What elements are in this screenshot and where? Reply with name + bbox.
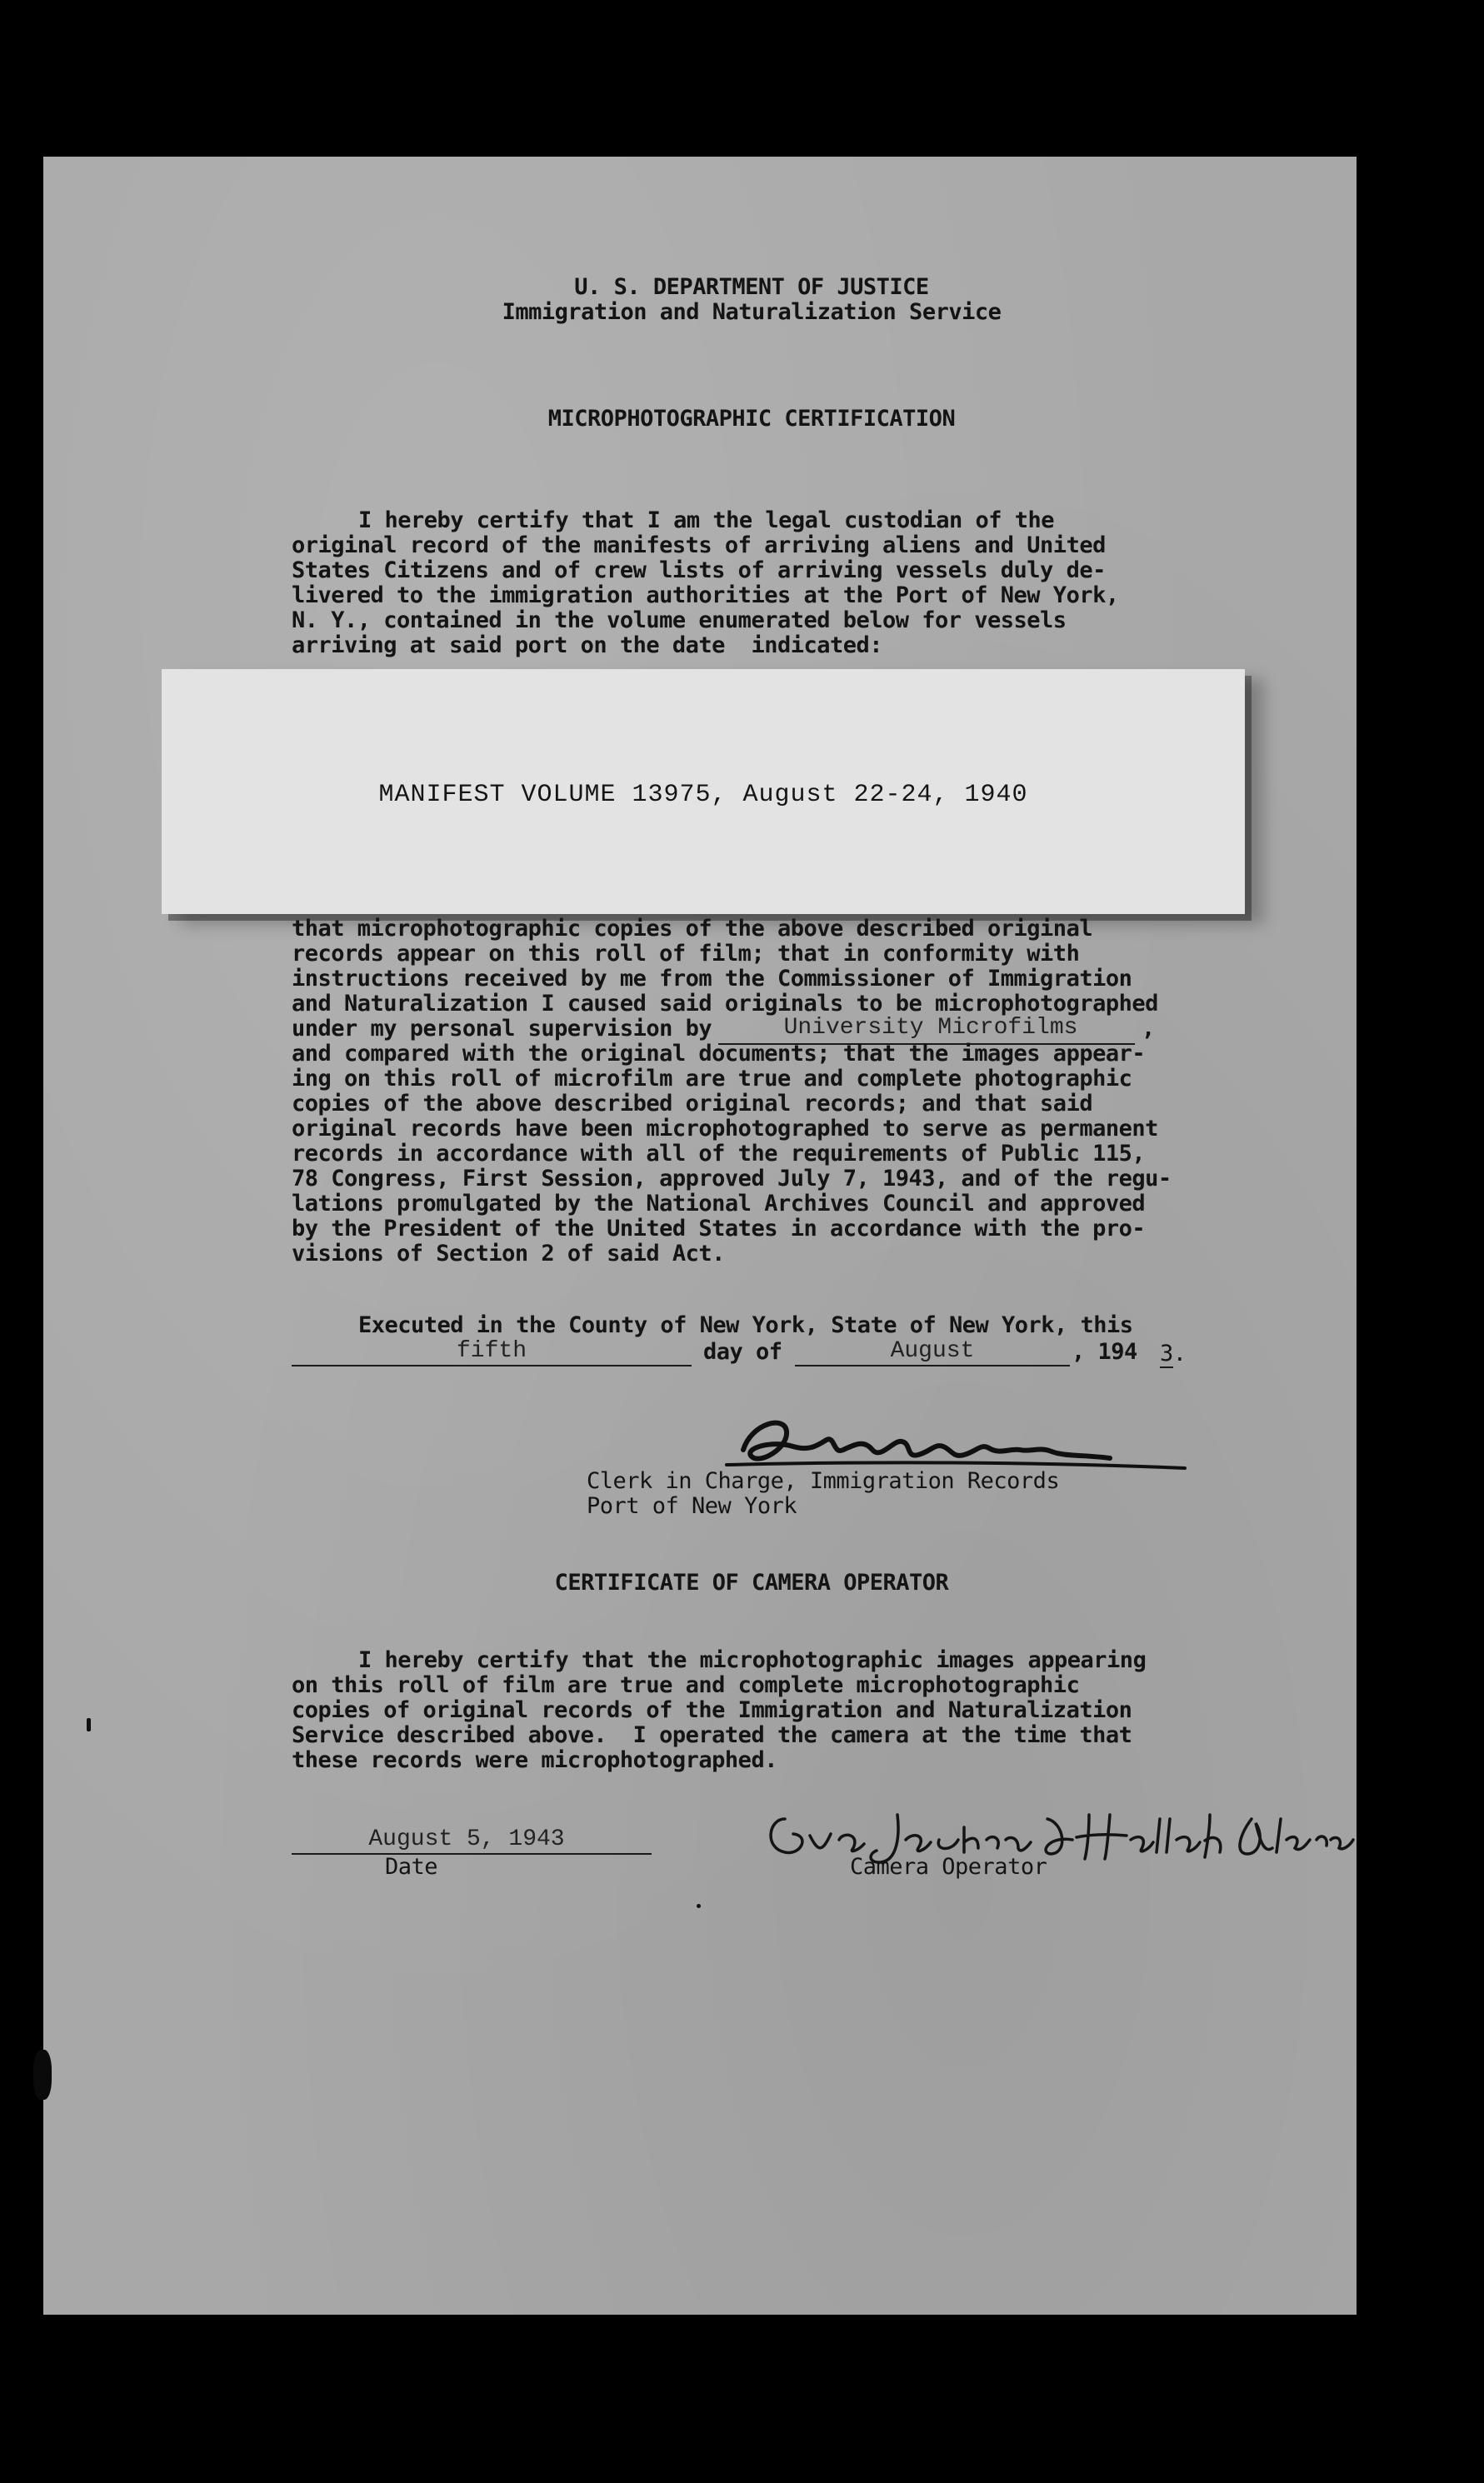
signer-location: Port of New York	[587, 1493, 797, 1519]
supervision-prefix: under my personal supervision by	[292, 1016, 712, 1042]
film-speck	[697, 1904, 701, 1908]
month-field: August	[890, 1338, 975, 1364]
document-page	[43, 157, 1357, 2315]
camera-line: copies of original records of the Immigration and Naturalization	[292, 1697, 1132, 1723]
intro-line: I hereby certify that I am the legal custodian of the	[358, 507, 1055, 533]
day-underline	[292, 1365, 692, 1366]
camera-line: on this roll of film are true and complete microphotographic	[292, 1672, 1080, 1698]
certification-title: MICROPHOTOGRAPHIC CERTIFICATION	[547, 406, 956, 432]
film-speck	[87, 1718, 91, 1731]
body-line: 78 Congress, First Session, approved July 7, 1943, and of the regu-	[292, 1166, 1172, 1192]
body-line: ing on this roll of microfilm are true and complete photographic	[292, 1066, 1132, 1092]
signer-title: Clerk in Charge, Immigration Records	[587, 1468, 1060, 1494]
month-underline	[795, 1365, 1070, 1366]
supervisor-comma: ,	[1142, 1016, 1155, 1042]
year-digit: 3.	[1160, 1341, 1187, 1366]
body-line: records appear on this roll of film; that in conformity with	[292, 941, 1080, 967]
body-line: original records have been microphotographed to serve as permanent	[292, 1116, 1158, 1142]
intro-line: livered to the immigration authorities at the Port of New York,	[292, 582, 1119, 608]
executed-line: Executed in the County of New York, State of New York, this	[358, 1312, 1133, 1338]
body-line: that microphotographic copies of the above described original	[292, 916, 1093, 942]
body-line: lations promulgated by the National Archives Council and approved	[292, 1191, 1146, 1217]
day-field: fifth	[456, 1338, 527, 1364]
intro-line: original record of the manifests of arriving aliens and United	[292, 532, 1106, 558]
film-edge-blemish	[33, 2050, 52, 2100]
service-heading: Immigration and Naturalization Service	[502, 299, 1002, 325]
camera-line: these records were microphotographed.	[292, 1747, 777, 1773]
year-prefix: , 194	[1072, 1339, 1137, 1365]
body-line: and Naturalization I caused said originals to be microphotographed	[292, 991, 1158, 1017]
volume-slip-text: MANIFEST VOLUME 13975, August 22-24, 1940	[378, 781, 1028, 809]
intro-line: arriving at said port on the date indicated:	[292, 632, 882, 658]
day-of-label: day of	[703, 1339, 782, 1365]
camera-operator-label: Camera Operator	[850, 1854, 1047, 1880]
camera-date-underline	[292, 1853, 652, 1855]
body-line: records in accordance with all of the requirements of Public 115,	[292, 1141, 1146, 1167]
body-line: copies of the above described original records; and that said	[292, 1091, 1093, 1117]
body-line: and compared with the original documents; that the images appear-	[292, 1041, 1146, 1067]
camera-line: I hereby certify that the microphotographic images appearing	[358, 1647, 1147, 1673]
intro-line: States Citizens and of crew lists of arriving vessels duly de-	[292, 557, 1106, 583]
camera-date-field: August 5, 1943	[368, 1826, 565, 1852]
body-line: visions of Section 2 of said Act.	[292, 1241, 725, 1266]
supervisor-field: University Microfilms	[783, 1015, 1078, 1041]
camera-line: Service described above. I operated the camera at the time that	[292, 1722, 1132, 1748]
department-heading: U. S. DEPARTMENT OF JUSTICE	[574, 274, 929, 300]
intro-line: N. Y., contained in the volume enumerated below for vessels	[292, 607, 1067, 633]
volume-slip	[162, 669, 1245, 914]
camera-date-label: Date	[385, 1854, 438, 1880]
body-line: by the President of the United States in accordance with the pro-	[292, 1216, 1146, 1242]
camera-certificate-title: CERTIFICATE OF CAMERA OPERATOR	[554, 1570, 949, 1596]
body-line: instructions received by me from the Commissioner of Immigration	[292, 966, 1132, 992]
